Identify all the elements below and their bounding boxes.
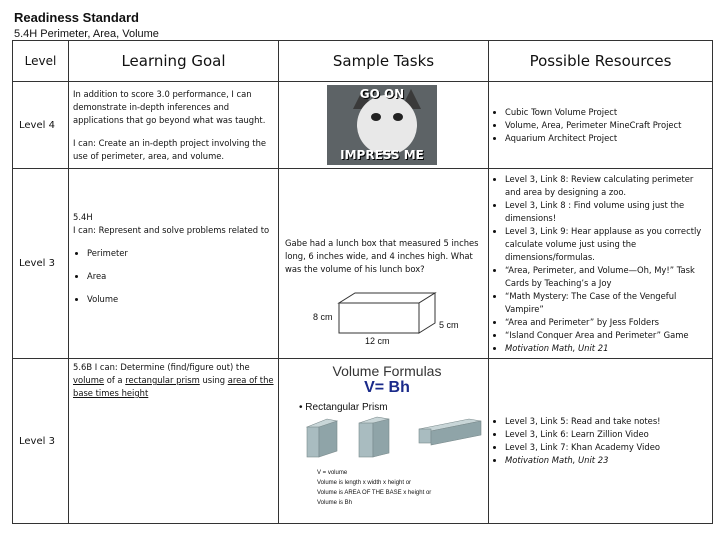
header-level: Level <box>13 41 69 82</box>
level-label: Level 4 <box>13 82 69 169</box>
resource-item: • Level 3, Link 9: Hear applause as you correctly calculate volume just using the dimensions/formulas. <box>505 225 708 264</box>
goal-standard: 5.4H <box>73 212 93 222</box>
resource-list <box>491 415 708 467</box>
prism-illustrations <box>297 415 487 463</box>
goal-text: I can: Create an in-depth project involving the use of perimeter, area, and volume. <box>73 137 267 161</box>
page-title: Readiness Standard <box>14 10 139 25</box>
vf-formula: V= Bh <box>364 379 410 396</box>
resource-item: • “Island Conquer Area and Perimeter” Game <box>505 329 708 342</box>
goal-bullet: • Area <box>87 270 274 283</box>
prism-height-label: 8 cm <box>313 312 333 322</box>
goal-bullet-list <box>73 247 274 306</box>
sample-task-cell <box>279 82 489 169</box>
rectangular-prism-diagram <box>309 289 469 349</box>
table-row <box>13 359 713 524</box>
meme-image <box>327 85 437 165</box>
learning-goal-cell <box>69 359 279 524</box>
proficiency-table <box>12 40 713 524</box>
header-possible-resources: Possible Resources <box>489 41 713 82</box>
vf-title: Volume Formulas <box>332 363 442 379</box>
resource-list <box>491 173 708 355</box>
vf-line: Volume is length x width x height or <box>317 480 412 486</box>
resources-cell <box>489 82 713 169</box>
learning-goal-cell <box>69 82 279 169</box>
goal-term: area of the base times height <box>73 375 274 398</box>
resource-item: • Level 3, Link 6: Learn Zillion Video <box>505 428 708 441</box>
resources-cell <box>489 169 713 359</box>
prism-depth-label: 5 cm <box>439 320 459 330</box>
page-subtitle: 5.4H Perimeter, Area, Volume <box>14 28 159 40</box>
prism-length-label: 12 cm <box>365 336 390 346</box>
cat-eye <box>393 113 403 121</box>
vf-subtitle: • Rectangular Prism <box>299 402 388 413</box>
header-row <box>13 41 713 82</box>
resource-item: • Volume, Area, Perimeter MineCraft Project <box>505 119 708 132</box>
level-label: Level 3 <box>13 169 69 359</box>
goal-text-part: of a <box>104 375 126 385</box>
resource-item: • Motivation Math, Unit 23 <box>505 454 708 467</box>
resource-item: • Cubic Town Volume Project <box>505 106 708 119</box>
goal-term: rectangular prism <box>125 375 200 385</box>
goal-text <box>73 361 274 400</box>
meme-caption-bottom: IMPRESS ME <box>340 148 424 162</box>
goal-bullet: • Volume <box>87 293 274 306</box>
level-label: Level 3 <box>13 359 69 524</box>
resource-item: • Level 3, Link 7: Khan Academy Video <box>505 441 708 454</box>
volume-formulas-image <box>287 363 487 513</box>
resource-item: • Aquarium Architect Project <box>505 132 708 145</box>
goal-term: volume <box>73 375 105 385</box>
table-row <box>13 169 713 359</box>
resource-item: • Level 3, Link 5: Read and take notes! <box>505 415 708 428</box>
table-row <box>13 82 713 169</box>
resource-item: • “Area and Perimeter” by Jess Folders <box>505 316 708 329</box>
resource-item: • Level 3, Link 8: Review calculating perimeter and area by designing a zoo. <box>505 173 708 199</box>
vf-line: Volume is AREA OF THE BASE x height or <box>317 490 432 496</box>
learning-goal-cell <box>69 169 279 359</box>
goal-text-part: using <box>199 375 228 385</box>
goal-text-part: 5.6B I can: Determine (find/figure out) the <box>73 362 250 372</box>
resource-list <box>491 106 708 145</box>
resources-cell <box>489 359 713 524</box>
header-learning-goal: Learning Goal <box>69 41 279 82</box>
vf-line: Volume is Bh <box>317 500 353 506</box>
resource-item: • Level 3, Link 8 : Find volume using just the dimensions! <box>505 199 708 225</box>
header-sample-tasks: Sample Tasks <box>279 41 489 82</box>
cat-face <box>357 95 417 155</box>
resource-item: • “Math Mystery: The Case of the Vengeful Vampire” <box>505 290 708 316</box>
cat-eye <box>371 113 381 121</box>
sample-task-cell <box>279 169 489 359</box>
sample-task-cell <box>279 359 489 524</box>
goal-bullet: • Perimeter <box>87 247 274 260</box>
meme-caption-top: GO ON <box>359 87 405 101</box>
resource-item: • “Area, Perimeter, and Volume—Oh, My!” Task Cards by Teaching’s a Joy <box>505 264 708 290</box>
task-text: Gabe had a lunch box that measured 5 inches long, 6 inches wide, and 4 inches high. What was the volume of his lunch box? <box>285 238 479 274</box>
vf-line: V = volume <box>317 470 348 476</box>
resource-item: • Motivation Math, Unit 21 <box>505 342 708 355</box>
goal-text: I can: Represent and solve problems related to <box>73 225 270 235</box>
goal-text: In addition to score 3.0 performance, I can demonstrate in-depth inferences and applications that go beyond what was taught. <box>73 88 266 125</box>
